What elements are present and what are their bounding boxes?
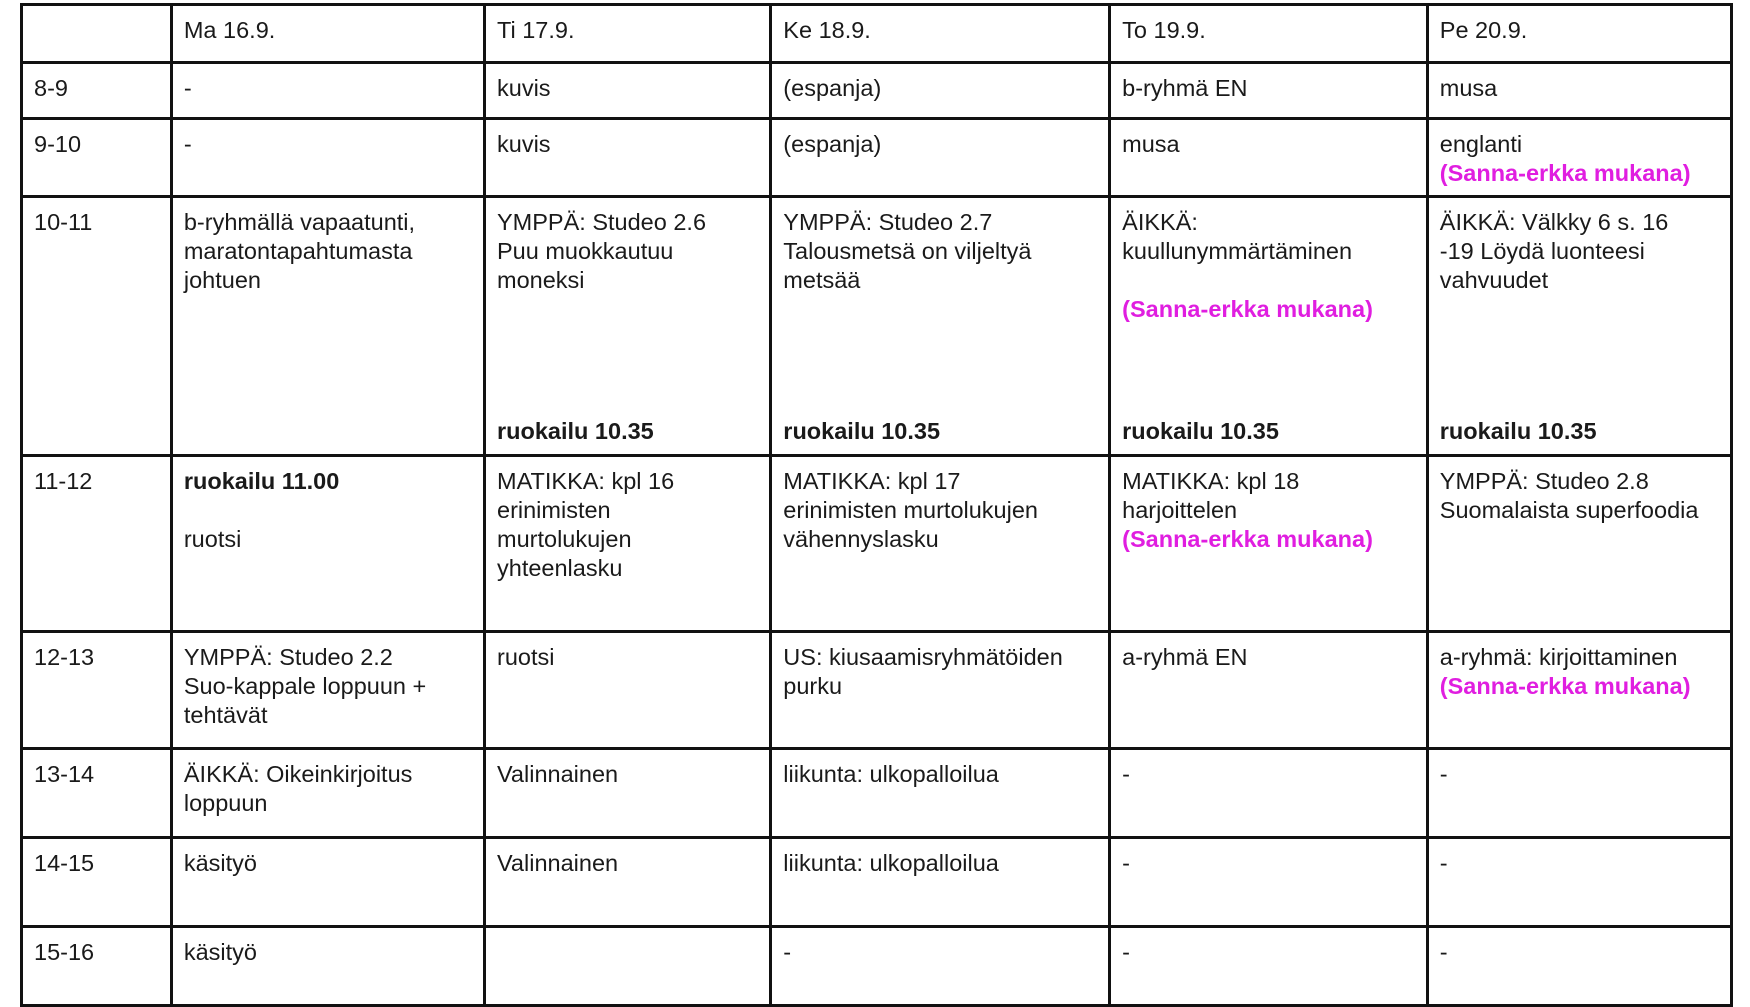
lesson-text-line: MATIKKA: kpl 17 [783,468,961,494]
assistant-note: (Sanna-erkka mukana) [1122,296,1373,322]
lesson-text-line: ÄIKKÄ: Välkky 6 s. 16 [1439,209,1669,235]
lesson-text-line: vähennyslasku [783,526,939,552]
lesson-text: ruotsi [183,526,242,552]
lunch-time: ruokailu 10.35 [497,418,654,444]
schedule-row-13-14 [22,749,1732,838]
spacer [1122,266,1416,295]
lesson-text: englanti [1439,131,1523,157]
lesson-cell-wed [771,456,1110,632]
lesson-cell-tue: Valinnainen [485,838,771,927]
lesson-cell-thu: musa [1110,119,1428,197]
lesson-text-line: kuullunymmärtäminen [1122,238,1353,264]
lesson-cell-fri [1427,456,1731,632]
schedule-row-11-12 [22,456,1732,632]
time-cell: 10-11 [22,197,172,456]
lesson-text-line: purku [783,673,843,699]
lesson-text-line: Talousmetsä on viljeltyä [783,238,1032,264]
lesson-cell-thu: - [1110,749,1428,838]
lesson-cell-fri [1427,632,1731,749]
assistant-note: (Sanna-erkka mukana) [1439,673,1691,699]
lesson-text-line: vahvuudet [1439,267,1549,293]
lesson-cell-tue: kuvis [485,63,771,119]
lesson-cell-fri: musa [1427,63,1731,119]
lesson-cell-mon: käsityö [171,927,484,1006]
schedule-row-12-13 [22,632,1732,749]
lesson-cell-fri: - [1427,749,1731,838]
lesson-text-line: YMPPÄ: Studeo 2.6 [497,209,707,235]
lesson-text-line: b-ryhmällä vapaatunti, [183,209,416,235]
lesson-cell-fri: - [1427,838,1731,927]
lesson-cell-tue [485,197,771,456]
schedule-row-8-9 [22,63,1732,119]
lesson-text-line: moneksi [497,267,585,293]
spacer [184,496,473,525]
lesson-cell-mon [171,456,484,632]
lesson-cell-mon [171,197,484,456]
lesson-text-line: yhteenlasku [497,555,623,581]
header-row [22,5,1732,63]
time-cell: 11-12 [22,456,172,632]
lesson-text-line: -19 Löydä luonteesi [1439,238,1645,264]
lesson-cell-tue: kuvis [485,119,771,197]
lesson-cell-wed: liikunta: ulkopalloilua [771,749,1110,838]
time-cell: 8-9 [22,63,172,119]
lesson-cell-mon: käsityö [171,838,484,927]
assistant-note: (Sanna-erkka mukana) [1122,526,1373,552]
lesson-cell-fri [1427,197,1731,456]
lesson-cell-thu: - [1110,838,1428,927]
schedule-row-14-15 [22,838,1732,927]
lesson-cell-mon [171,632,484,749]
lesson-text-line: Suomalaista superfoodia [1439,497,1699,523]
lesson-cell-tue: ruotsi [485,632,771,749]
lesson-text-line: metsää [783,267,861,293]
lesson-cell-wed: liikunta: ulkopalloilua [771,838,1110,927]
lunch-time: ruokailu 10.35 [1122,418,1279,444]
lesson-cell-tue [485,927,771,1006]
lesson-cell-mon [171,749,484,838]
lesson-text-line: US: kiusaamisryhmätöiden [783,644,1063,670]
lesson-text-line: erinimisten murtolukujen [783,497,1038,523]
lesson-text-line: loppuun [183,790,268,816]
schedule-row-10-11 [22,197,1732,456]
lesson-text-line: Puu muokkautuu [497,238,674,264]
lesson-cell-thu [1110,197,1428,456]
lesson-text-line: YMPPÄ: Studeo 2.2 [183,644,393,670]
lesson-cell-wed [771,632,1110,749]
lunch-time: ruokailu 11.00 [183,468,340,494]
schedule-row-9-10 [22,119,1732,197]
lesson-cell-wed: (espanja) [771,119,1110,197]
time-cell: 9-10 [22,119,172,197]
lesson-cell-tue: Valinnainen [485,749,771,838]
lunch-time: ruokailu 10.35 [783,418,941,444]
day-header-thu: To 19.9. [1110,5,1428,63]
lesson-text-line: tehtävät [183,702,268,728]
lesson-text-line: johtuen [183,267,261,293]
lesson-cell-mon: - [171,63,484,119]
lesson-text-line: murtolukujen [497,526,632,552]
day-header-tue: Ti 17.9. [485,5,771,63]
lesson-text-line: MATIKKA: kpl 18 [1122,468,1300,494]
day-header-wed: Ke 18.9. [771,5,1110,63]
lesson-cell-fri [1427,119,1731,197]
lesson-cell-mon: - [171,119,484,197]
lesson-cell-fri: - [1427,927,1731,1006]
lesson-text-line: Suo-kappale loppuun + [183,673,427,699]
lesson-text-line: ÄIKKÄ: Oikeinkirjoitus [183,761,413,787]
day-header-fri: Pe 20.9. [1427,5,1731,63]
lesson-text-line: YMPPÄ: Studeo 2.7 [783,209,993,235]
lesson-text-line: harjoittelen [1122,497,1238,523]
lunch-time: ruokailu 10.35 [1439,418,1597,444]
lesson-cell-wed [771,197,1110,456]
header-corner-cell [22,5,172,63]
lesson-text-line: MATIKKA: kpl 16 [497,468,675,494]
time-cell: 14-15 [22,838,172,927]
lesson-cell-wed: - [771,927,1110,1006]
lesson-text-line: erinimisten [497,497,611,523]
lesson-cell-thu [1110,456,1428,632]
time-cell: 12-13 [22,632,172,749]
lesson-cell-tue [485,456,771,632]
weekly-schedule-table [20,3,1733,1007]
lesson-text-line: maratontapahtumasta [183,238,413,264]
lesson-cell-wed: (espanja) [771,63,1110,119]
lesson-text-line: YMPPÄ: Studeo 2.8 [1439,468,1649,494]
lesson-text-line: ÄIKKÄ: [1122,209,1198,235]
assistant-note: (Sanna-erkka mukana) [1439,160,1691,186]
day-header-mon: Ma 16.9. [171,5,484,63]
lesson-cell-thu: - [1110,927,1428,1006]
lesson-text: a-ryhmä: kirjoittaminen [1439,644,1678,670]
time-cell: 15-16 [22,927,172,1006]
schedule-row-15-16 [22,927,1732,1006]
time-cell: 13-14 [22,749,172,838]
lesson-cell-thu: a-ryhmä EN [1110,632,1428,749]
lesson-cell-thu: b-ryhmä EN [1110,63,1428,119]
